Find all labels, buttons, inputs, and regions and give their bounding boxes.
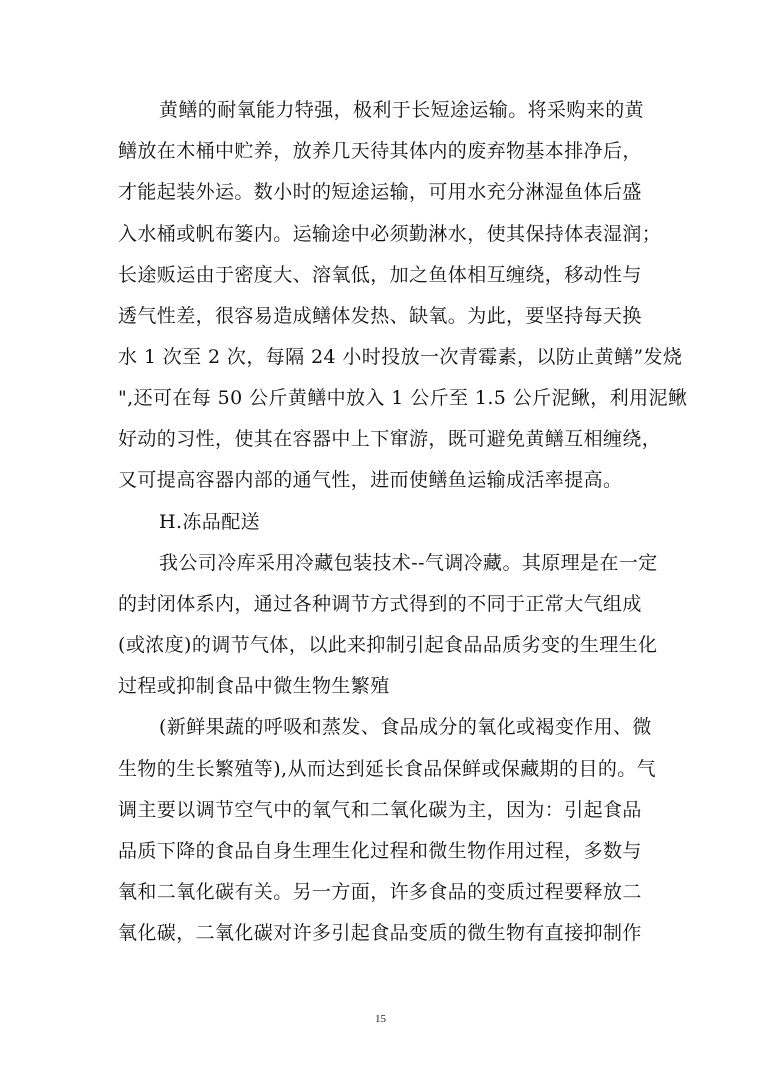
text-line: 水 1 次至 2 次，每隔 24 小时投放一次青霉素，以防止黄鳝”发烧 <box>118 346 683 368</box>
text-line: 的封闭体系内，通过各种调节方式得到的不同于正常大气组成 <box>118 593 642 615</box>
page-number: 15 <box>375 1013 386 1025</box>
text-line: 调主要以调节空气中的氧气和二氧化碳为主，因为：引起食品 <box>118 799 642 821</box>
text-line: 又可提高容器内部的通气性，进而使鳝鱼运输成活率提高。 <box>118 469 623 491</box>
text-line: 鳝放在木桶中贮养，放养几天待其体内的废弃物基本排净后， <box>118 140 642 162</box>
text-line: 生物的生长繁殖等),从而达到延长食品保鲜或保藏期的目的。气 <box>118 758 657 780</box>
text-line: ",还可在每 50 公斤黄鳝中放入 1 公斤至 1.5 公斤泥鳅，利用泥鳅 <box>118 387 688 409</box>
text-line: 过程或抑制食品中微生物生繁殖 <box>118 675 390 697</box>
text-line: 我公司冷库采用冷藏包装技术--气调冷藏。其原理是在一定 <box>159 552 658 574</box>
text-line: 透气性差，很容易造成鳝体发热、缺氧。为此，要坚持每天换 <box>118 305 642 327</box>
text-line: 才能起装外运。数小时的短途运输，可用水充分淋湿鱼体后盛 <box>118 181 642 203</box>
text-line: 品质下降的食品自身生理生化过程和微生物作用过程，多数与 <box>118 840 642 862</box>
text-line: 好动的习性，使其在容器中上下窜游，既可避免黄鳝互相缠绕， <box>118 428 662 450</box>
text-line: 长途贩运由于密度大、溶氧低，加之鱼体相互缠绕，移动性与 <box>118 264 642 286</box>
text-line: (新鲜果蔬的呼吸和蒸发、食品成分的氧化或褐变作用、微 <box>159 716 652 738</box>
text-line: 黄鳝的耐氧能力特强，极利于长短途运输。将采购来的黄 <box>159 99 645 121</box>
text-line: 氧和二氧化碳有关。另一方面，许多食品的变质过程要释放二 <box>118 881 642 903</box>
text-line: (或浓度)的调节气体，以此来抑制引起食品品质劣变的生理生化 <box>118 634 658 656</box>
text-line: 氧化碳，二氧化碳对许多引起食品变质的微生物有直接抑制作 <box>118 922 642 944</box>
text-line: 入水桶或帆布篓内。运输途中必须勤淋水，使其保持体表湿润； <box>118 223 662 245</box>
section-heading: H.冻品配送 <box>159 511 261 533</box>
